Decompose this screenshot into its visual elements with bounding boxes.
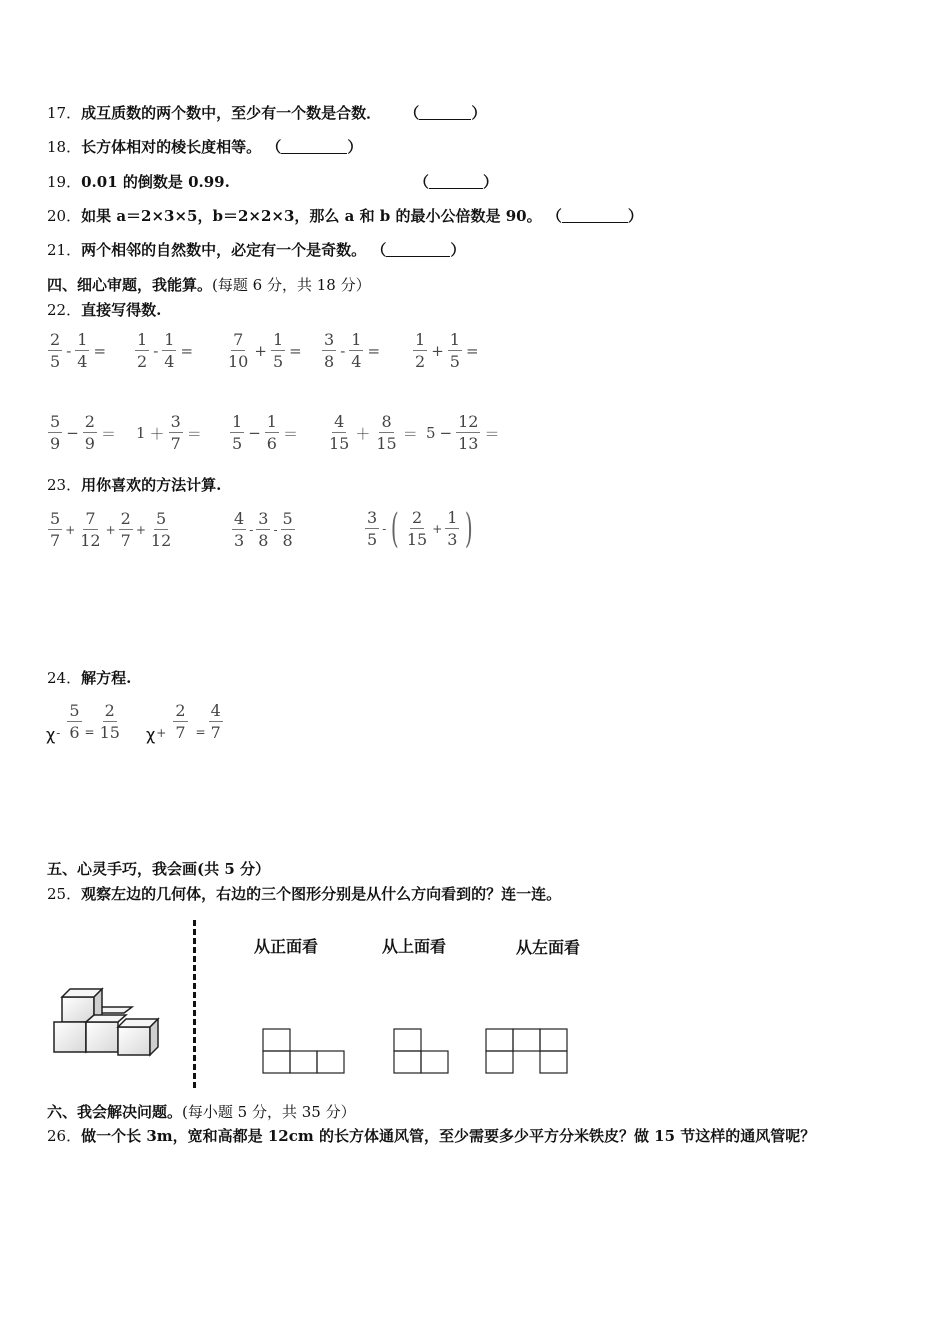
fraction (162, 332, 176, 370)
fraction (78, 511, 102, 549)
numerator: 5 (156, 509, 167, 528)
operator: ＝ (402, 424, 418, 443)
question-25: 25．观察左边的几何体，右边的三个图形分别是从什么方向看到的？连一连。 (47, 885, 562, 903)
operator: − (66, 424, 79, 442)
question-26: 26．做一个长 3m，宽和高都是 12cm 的长方体通风管，至少需要多少平方分米铁皮？做 15 节这样的通风管呢？ (47, 1127, 816, 1145)
numerator: 1 (415, 330, 426, 349)
fraction (48, 511, 62, 549)
expression (46, 332, 108, 370)
numerator: 1 (164, 330, 175, 349)
operator: ＝ (100, 424, 116, 443)
question-19-answer: （ ） (414, 173, 499, 191)
operator: = (289, 342, 302, 360)
fraction (327, 414, 351, 452)
denominator: 6 (69, 722, 80, 742)
numerator: 4 (234, 509, 245, 528)
operator: 1 (136, 424, 146, 442)
expression (325, 414, 420, 452)
numerator: 5 (282, 509, 293, 528)
operator: + (105, 523, 116, 537)
operator: − (248, 424, 261, 442)
expression (46, 511, 175, 549)
equation: χ - $\frac{5}{6}$ = $\frac{2}{15}$ (46, 700, 120, 744)
denominator: 7 (50, 531, 61, 550)
view-label-left[interactable]: 从左面看 (516, 938, 581, 957)
operator: = (84, 724, 95, 739)
view-shape-b[interactable] (393, 1028, 449, 1074)
denominator: 5 (449, 352, 460, 371)
operator: = (195, 724, 206, 739)
expression (320, 332, 382, 370)
expression (46, 414, 118, 452)
denominator: 12 (80, 531, 101, 550)
fraction (281, 511, 295, 549)
expression (411, 332, 481, 370)
fraction (48, 414, 62, 452)
answer-blank[interactable] (429, 174, 483, 189)
denominator: 8 (282, 531, 293, 550)
fraction (448, 332, 462, 370)
numerator: 7 (85, 509, 96, 528)
denominator: 7 (120, 531, 131, 550)
operator: - (273, 523, 278, 537)
operator: - (382, 522, 387, 536)
numerator: 3 (367, 508, 378, 527)
denominator: 15 (406, 530, 428, 549)
answer-blank[interactable] (386, 242, 450, 257)
answer-blank[interactable] (419, 105, 471, 120)
fraction (322, 332, 336, 370)
numerator: 2 (120, 509, 131, 528)
expression (230, 511, 297, 549)
denominator: 8 (258, 531, 269, 550)
numerator: 1 (272, 330, 284, 349)
denominator: 3 (234, 531, 245, 550)
numerator: 1 (449, 330, 460, 349)
denominator: 9 (50, 434, 61, 453)
fraction (413, 332, 427, 370)
numerator: 8 (381, 412, 392, 431)
fraction (256, 511, 270, 549)
fraction (445, 510, 459, 548)
denominator: 8 (324, 352, 335, 371)
answer-blank[interactable] (562, 208, 628, 223)
denominator: 7 (210, 722, 221, 742)
operator: + (432, 522, 443, 536)
fraction (149, 511, 173, 549)
operator: = (93, 342, 107, 360)
operator: + (431, 342, 444, 360)
operator: + (156, 725, 167, 740)
operator: ＋ (355, 424, 371, 443)
denominator: 2 (415, 352, 426, 371)
numerator: 4 (210, 700, 221, 720)
fraction (119, 511, 133, 549)
fraction (405, 510, 429, 548)
fraction (48, 332, 62, 370)
section-4-heading: 四、细心审题，我能算。(每题 6 分，共 18 分） (47, 276, 371, 294)
expression: $\frac{3}{5}$ - ( $\frac{2}{15}$ + $\frac{1}{3}$ ) (367, 506, 474, 552)
question-19: 19．0.01 的倒数是 0.99. (47, 173, 230, 191)
numerator: 2 (411, 508, 423, 527)
question-24: 24．解方程. (47, 669, 132, 687)
operator: ＝ (484, 424, 500, 443)
question-20: 20．如果 a＝2×3×5，b＝2×2×3，那么 a 和 b 的最小公倍数是 90。 （ ） (47, 207, 643, 225)
numerator: 3 (324, 330, 335, 349)
operator: 5 (426, 424, 436, 442)
numerator: 1 (137, 330, 148, 349)
section-6-heading: 六、我会解决问题。(每小题 5 分，共 35 分） (47, 1103, 356, 1121)
numerator: 12 (458, 412, 479, 431)
operator: + (65, 523, 76, 537)
fraction (230, 414, 244, 452)
numerator: 1 (266, 412, 277, 431)
numerator: 3 (258, 509, 269, 528)
denominator: 5 (367, 530, 378, 549)
denominator: 10 (228, 352, 249, 371)
operator: - (66, 342, 72, 360)
numerator: 5 (50, 412, 61, 431)
denominator: 13 (458, 434, 479, 453)
denominator: 7 (170, 434, 181, 453)
operator: + (254, 342, 267, 360)
denominator: 5 (50, 352, 61, 371)
fraction (135, 332, 149, 370)
fraction (173, 700, 187, 742)
fraction (67, 700, 81, 742)
numerator: 1 (351, 330, 362, 349)
denominator: 5 (232, 434, 243, 453)
fraction (456, 414, 480, 452)
view-shape-c[interactable] (485, 1028, 569, 1074)
denominator: 4 (164, 352, 175, 371)
fraction (365, 510, 379, 548)
denominator: 2 (137, 352, 148, 371)
question-22: 22．直接写得数. (47, 301, 162, 319)
numerator: 2 (175, 700, 186, 720)
numerator: 1 (77, 330, 88, 349)
denominator: 15 (376, 434, 397, 453)
denominator: 9 (84, 434, 95, 453)
operator: + (135, 523, 146, 537)
operator: - (56, 725, 61, 740)
question-18: 18．长方体相对的棱长度相等。 （ ） (47, 138, 363, 156)
denominator: 15 (99, 722, 120, 742)
view-label-front[interactable]: 从正面看 (254, 937, 319, 956)
fraction (226, 332, 250, 370)
numerator: 2 (50, 330, 61, 349)
view-label-top[interactable]: 从上面看 (382, 937, 447, 956)
question-17: 17．成互质数的两个数中，至少有一个数是合数． （ ） (47, 104, 487, 122)
numerator: 1 (447, 508, 458, 527)
operator: ＝ (186, 424, 202, 443)
denominator: 4 (351, 352, 362, 371)
denominator: 15 (329, 434, 350, 453)
operator: = (465, 342, 479, 360)
denominator: 6 (266, 434, 277, 453)
operator: - (340, 342, 346, 360)
denominator: 7 (175, 722, 186, 742)
question-21: 21．两个相邻的自然数中，必定有一个是奇数。 （ ） (47, 241, 466, 259)
numerator: 5 (69, 700, 80, 720)
expression (134, 414, 204, 452)
fraction (98, 700, 122, 742)
expression (424, 414, 502, 452)
denominator: 4 (77, 352, 88, 371)
operator: ＋ (149, 424, 165, 443)
denominator: 12 (150, 531, 172, 550)
cube-solid-figure (48, 985, 170, 1059)
denominator: 5 (272, 352, 284, 371)
fraction (271, 332, 285, 370)
fraction (169, 414, 183, 452)
numerator: 1 (232, 412, 243, 431)
fraction (232, 511, 246, 549)
section-5-heading: 五、心灵手巧，我会画(共 5 分） (47, 860, 270, 878)
fraction (349, 332, 363, 370)
numerator: 7 (233, 330, 244, 349)
operator: ＝ (282, 424, 298, 443)
expression (224, 332, 304, 370)
numerator: 3 (170, 412, 181, 431)
operator: - (249, 523, 254, 537)
fraction (209, 700, 223, 742)
expression (228, 414, 300, 452)
numerator: 2 (104, 700, 115, 720)
numerator: 4 (334, 412, 345, 431)
fraction (83, 414, 97, 452)
operator: = (180, 342, 194, 360)
operator: − (439, 424, 453, 442)
operator: = (367, 342, 381, 360)
equation: χ + $\frac{2}{7}$ = $\frac{4}{7}$ (146, 700, 221, 744)
view-shape-a[interactable] (262, 1028, 346, 1074)
numerator: 2 (84, 412, 95, 431)
expression (133, 332, 195, 370)
fraction (265, 414, 279, 452)
denominator: 3 (447, 530, 458, 549)
numerator: 5 (50, 509, 61, 528)
dashed-divider (193, 920, 196, 1088)
question-23: 23．用你喜欢的方法计算. (47, 476, 222, 494)
fraction (75, 332, 89, 370)
answer-blank[interactable] (281, 139, 347, 154)
fraction (374, 414, 398, 452)
operator: - (153, 342, 159, 360)
